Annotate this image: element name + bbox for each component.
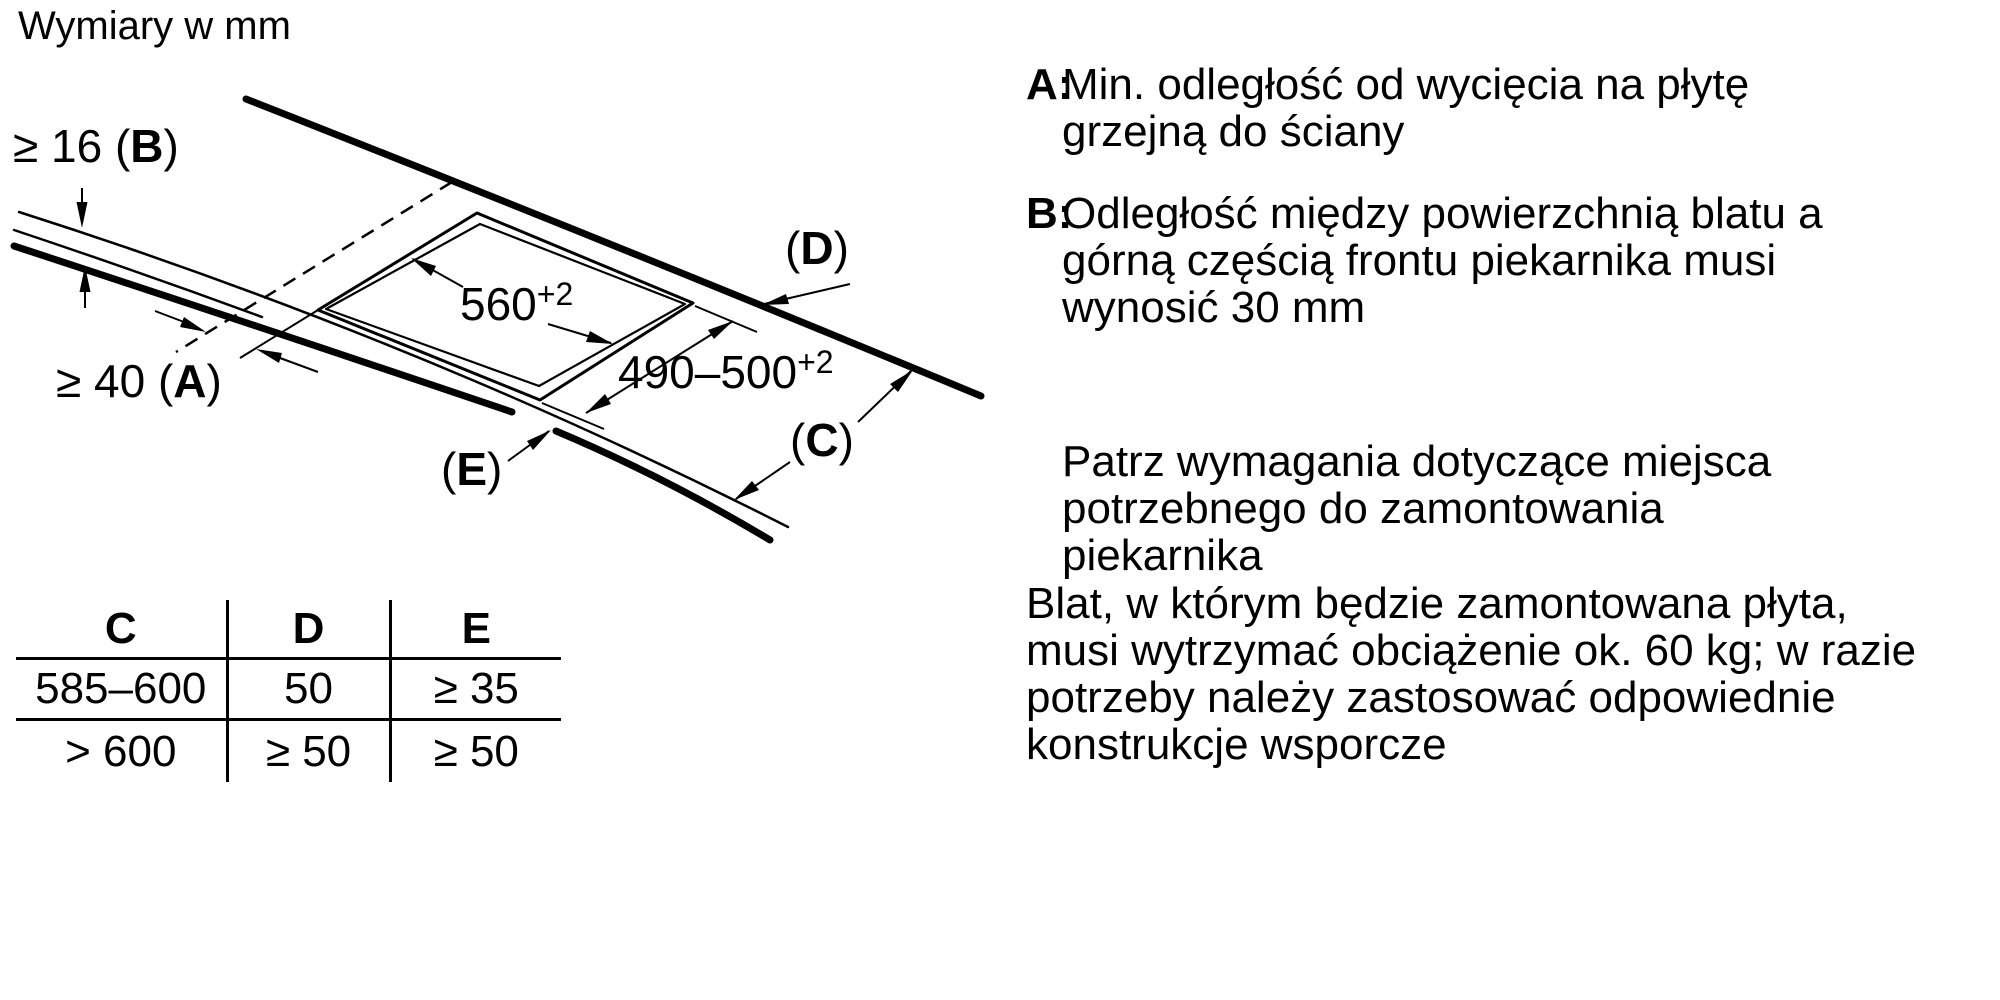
note-line: musi wytrzymać obciążenie ok. 60 kg; w razie xyxy=(1026,626,1917,675)
extension-line-left-edge xyxy=(240,310,318,358)
table-cell: > 600 xyxy=(16,720,227,783)
table-cell: 585–600 xyxy=(16,659,227,720)
b-arrowhead-down xyxy=(77,202,88,228)
note-b-label: B: xyxy=(1026,189,1073,238)
worktop-front-middle-line xyxy=(14,230,262,317)
a-arrow-line-left xyxy=(155,311,184,322)
extension-line-right-corner xyxy=(695,306,757,332)
dimension-label-c: (C) xyxy=(790,414,854,466)
note-line: konstrukcje wsporcze xyxy=(1026,720,1447,769)
e-arrowhead xyxy=(527,430,551,450)
table-cell: ≥ 50 xyxy=(227,720,390,783)
depth-arrowhead-upper xyxy=(708,321,733,339)
table-cell: ≥ 50 xyxy=(433,726,519,776)
table-cell: 50 xyxy=(227,659,390,720)
note-a xyxy=(1026,61,1749,155)
note-line: Min. odległość od wycięcia na płytę xyxy=(1062,60,1750,109)
note-line: grzejną do ściany xyxy=(1062,107,1405,156)
note-a-label: A: xyxy=(1026,60,1073,109)
worktop-cutout-diagram xyxy=(0,0,1010,600)
width-arrowhead-lower xyxy=(586,331,613,344)
note-line: piekarnika xyxy=(1062,531,1263,580)
note-line: Patrz wymagania dotyczące miejsca xyxy=(1062,437,1772,486)
dimension-label-a: ≥ 40 (A) xyxy=(56,355,222,407)
note-b xyxy=(1026,190,1823,331)
table-header-e: E xyxy=(390,600,561,659)
dimension-label-d: (D) xyxy=(785,222,849,274)
note-line: Odległość między powierzchnią blatu a xyxy=(1062,189,1823,238)
table-header-row xyxy=(16,600,561,659)
a-arrow-line-right xyxy=(280,358,318,372)
note-worktop-load xyxy=(1026,580,1916,768)
c-arrowhead-lower xyxy=(734,481,759,500)
a-arrowhead-right xyxy=(180,317,206,332)
table-header-c: C xyxy=(16,600,227,659)
wall-hidden-dashed-line xyxy=(176,182,452,352)
table-row xyxy=(16,659,561,720)
note-line: Blat, w którym będzie zamontowana płyta, xyxy=(1026,579,1848,628)
dimension-label-b: ≥ 16 (B) xyxy=(13,120,179,172)
page-title: Wymiary w mm xyxy=(18,4,291,48)
depth-arrowhead-lower xyxy=(586,394,611,413)
note-line: wynosić 30 mm xyxy=(1062,283,1366,332)
table-cell: ≥ 35 xyxy=(390,659,561,720)
note-line: górną częścią frontu piekarnika musi xyxy=(1062,236,1777,285)
dimension-label-e: (E) xyxy=(441,443,503,495)
d-arrowhead xyxy=(762,294,789,305)
worktop-front-bottom-line-right xyxy=(556,431,770,540)
dimension-label-depth: $490-500^{+2}$ xyxy=(618,344,834,398)
note-see-oven-requirements xyxy=(1062,438,1771,579)
dimension-label-width: $560^{+2}$ xyxy=(460,276,574,330)
note-b-text xyxy=(1062,190,1823,331)
note-line: potrzebnego do zamontowania xyxy=(1062,484,1664,533)
dimension-table xyxy=(16,600,561,782)
note-a-text xyxy=(1062,61,1749,155)
table-row xyxy=(16,720,561,783)
table-header-d: D xyxy=(227,600,390,659)
width-arrowhead-upper xyxy=(411,258,436,276)
a-arrowhead-left xyxy=(256,349,282,363)
note-line: potrzeby należy zastosować odpowiednie xyxy=(1026,673,1836,722)
worktop-back-edge-line xyxy=(246,99,981,396)
